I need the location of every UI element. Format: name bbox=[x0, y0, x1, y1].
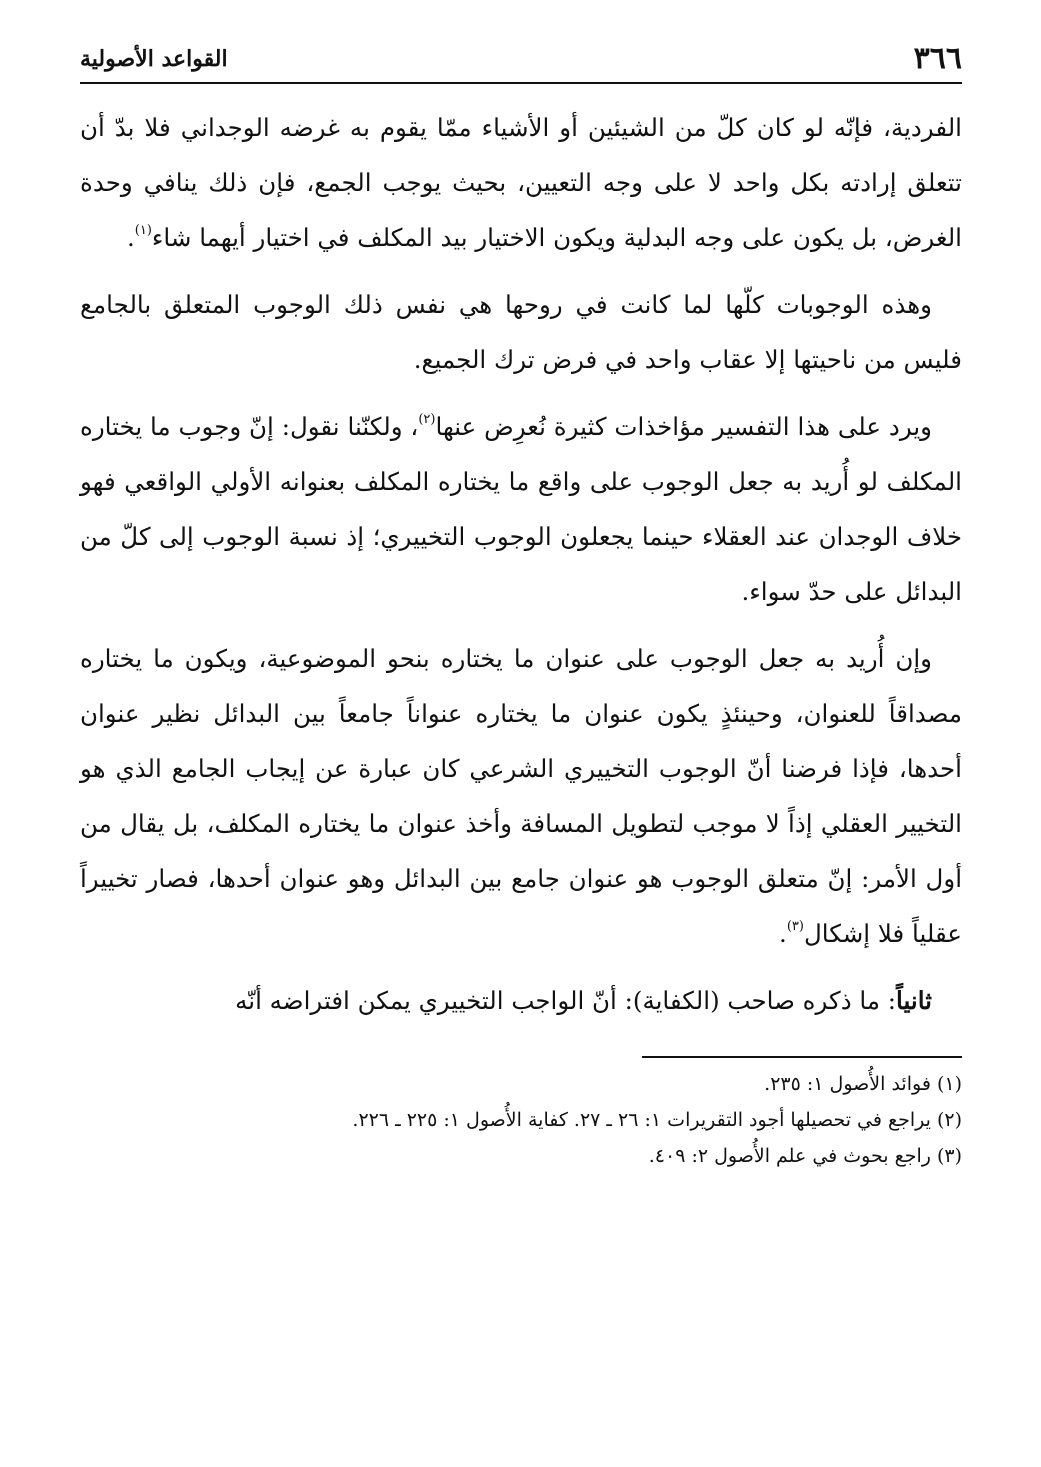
paragraph-2 bbox=[80, 277, 962, 387]
paragraph-4-text: وإن أُريد به جعل الوجوب على عنوان ما يختاره بنحو الموضوعية، ويكون ما يختاره مصداقاً للعنوان، وحينئذٍ يكون عنوان ما يختاره عنواناً جامعاً بين البدائل نظير عنوان أحدها، فإذا فرضنا أنّ الوجوب التخييري الشرعي كان عبارة عن إيجاب الجامع الذي هو التخيير العقلي إذاً لا موجب لتطويل المسافة وأخذ عنوان ما يختاره المكلف، بل يقال من أول الأمر: إنّ متعلق الوجوب هو عنوان جامع بين البدائل وهو عنوان أحدها، فصار تخييراً عقلياً فلا إشكال bbox=[80, 644, 962, 948]
paragraph-5 bbox=[80, 973, 962, 1028]
page-number: ٣٦٦ bbox=[913, 41, 962, 76]
footnote-3: (٣) راجع بحوث في علم الأُصول ٢: ٤٠٩. bbox=[648, 1145, 962, 1167]
paragraph-4-tail: . bbox=[779, 919, 787, 948]
paragraph-4 bbox=[80, 631, 962, 961]
body-text bbox=[80, 100, 962, 1028]
footnotes bbox=[80, 1066, 962, 1174]
paragraph-1-tail: . bbox=[126, 223, 135, 252]
footnote-ref-2[interactable]: (٢) bbox=[418, 412, 436, 427]
paragraph-5-lead: ثانياً bbox=[896, 986, 932, 1015]
paragraph-1 bbox=[80, 100, 962, 265]
footnote-divider bbox=[642, 1056, 962, 1058]
document-page bbox=[80, 30, 962, 1174]
page-header bbox=[80, 30, 962, 84]
footnote-1: (١) فوائد الأُصول ١: ٢٣٥. bbox=[764, 1073, 962, 1095]
paragraph-5-text: : ما ذكره صاحب (الكفاية): أنّ الواجب التخييري يمكن افتراضه أنّه bbox=[235, 986, 897, 1015]
running-title: القواعد الأصولية bbox=[80, 46, 228, 72]
footnote-ref-1[interactable]: (١) bbox=[134, 223, 152, 238]
footnote-ref-3[interactable]: (٣) bbox=[786, 919, 804, 934]
paragraph-3-text: ويرد على هذا التفسير مؤاخذات كثيرة نُعرِض عنها bbox=[435, 412, 932, 441]
paragraph-3-tail: ، ولكنّنا نقول: إنّ وجوب ما يختاره المكلف لو أُريد به جعل الوجوب على واقع ما يختاره المكلف بعنوانه الأولي الواقعي فهو خلاف الوجدان عند العقلاء حينما يجعلون الوجوب التخييري؛ إذ نسبة الوجوب إلى كلّ من البدائل على حدّ سواء. bbox=[80, 412, 962, 606]
footnote-2: (٢) يراجع في تحصيلها أجود التقريرات ١: ٢٦ ـ ٢٧. كفاية الأُصول ١: ٢٢٥ ـ ٢٢٦. bbox=[352, 1109, 962, 1131]
paragraph-1-text: الفردية، فإنّه لو كان كلّ من الشيئين أو الأشياء ممّا يقوم به غرضه الوجداني فلا بدّ أن تتعلق إرادته بكل واحد لا على وجه التعيين، بحيث يوجب الجمع، فإن ذلك ينافي وحدة الغرض، بل يكون على وجه البدلية ويكون الاختيار بيد المكلف في اختيار أيهما شاء bbox=[80, 113, 962, 252]
paragraph-2-text: وهذه الوجوبات كلّها لما كانت في روحها هي نفس ذلك الوجوب المتعلق بالجامع فليس من ناحيتها إلا عقاب واحد في فرض ترك الجميع. bbox=[80, 290, 962, 374]
paragraph-3 bbox=[80, 399, 962, 619]
